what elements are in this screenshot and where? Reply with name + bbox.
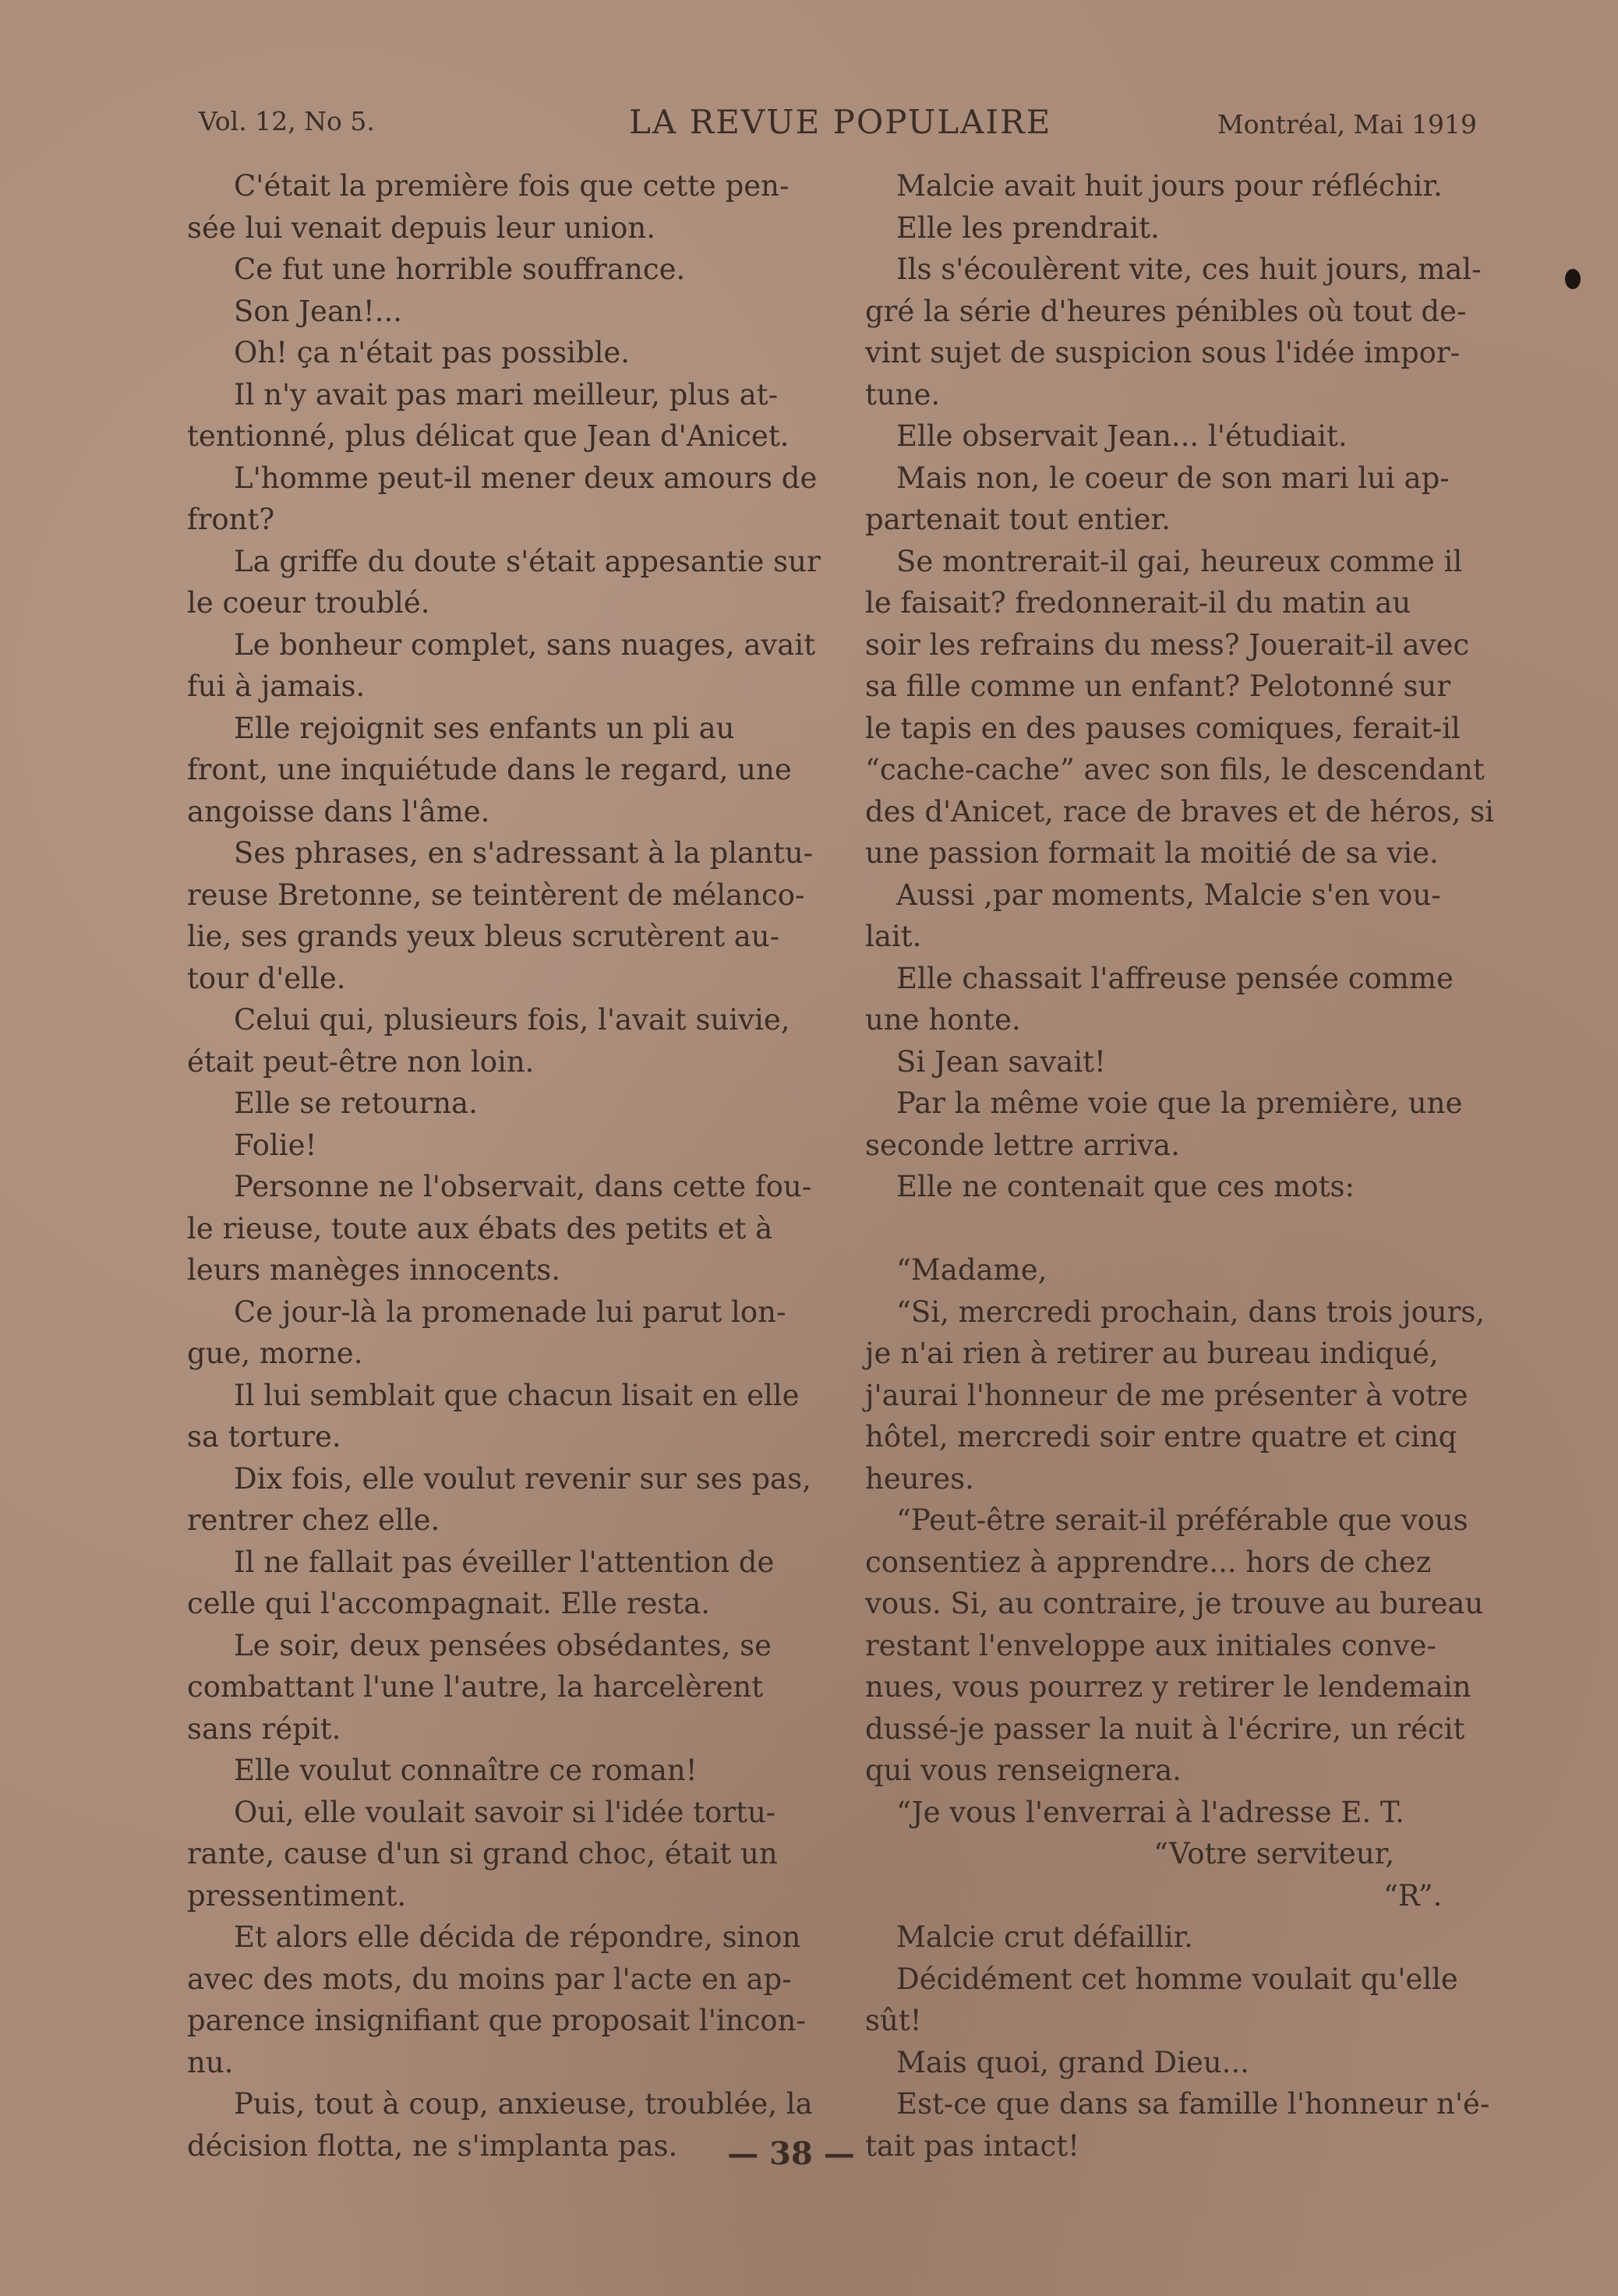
text-line: Elle voulut connaître ce roman! [234,1754,698,1787]
left-text-column [187,165,834,2167]
text-line: dussé-je passer la nuit à l'écrire, un récit [865,1711,1465,1746]
place-date: Montréal, Mai 1919 [1217,109,1477,140]
text-line: j'aurai l'honneur de me présenter à votre [865,1378,1468,1412]
text-line: front? [187,503,275,536]
text-line: Mais non, le coeur de son mari lui ap- [896,461,1450,495]
text-line: Mais quoi, grand Dieu... [896,2045,1249,2079]
text-line: sa fille comme un enfant? Pelotonné sur [865,669,1451,703]
text-line: avec des mots, du moins par l'acte en ap- [187,1962,792,1996]
text-line: nues, vous pourrez y retirer le lendemain [865,1670,1471,1704]
text-line: le coeur troublé. [187,586,430,620]
text-line: pressentiment. [187,1878,407,1913]
text-line: vous. Si, au contraire, je trouve au bureau [865,1587,1484,1620]
text-line: Son Jean!... [234,294,402,328]
text-line: Elle chassait l'affreuse pensée comme [896,961,1454,995]
text-line: soir les refrains du mess? Jouerait-il avec [865,627,1470,662]
text-line: Elle ne contenait que ces mots: [896,1170,1355,1203]
volume-number: Vol. 12, No 5. [199,106,375,136]
text-line: Il ne fallait pas éveiller l'attention de [234,1545,775,1579]
text-line: parence insignifiant que proposait l'incon- [187,2004,806,2037]
text-line: gré la série d'heures pénibles où tout de- [865,294,1467,328]
text-line: seconde lettre arriva. [865,1128,1180,1162]
text-line: C'était la première fois que cette pen- [234,169,790,203]
text-line: Aussi ,par moments, Malcie s'en vou- [896,878,1441,912]
text-line: Il n'y avait pas mari meilleur, plus at- [234,377,779,412]
text-line: Par la même voie que la première, une [896,1086,1463,1120]
text-line: heures. [865,1461,974,1496]
text-line: L'homme peut-il mener deux amours de [234,461,818,495]
text-line [834,1208,1481,1250]
text-line: Ils s'écoulèrent vite, ces huit jours, mal- [896,253,1482,286]
text-line: Ce jour-là la promenade lui parut lon- [234,1295,786,1329]
text-line: fui à jamais. [187,669,366,703]
text-line: La griffe du doute s'était appesantie sur [234,544,821,578]
text-line: Malcie crut défaillir. [896,1920,1193,1954]
text-line: Personne ne l'observait, dans cette fou- [234,1170,812,1203]
page-header [199,103,1477,157]
text-line: Puis, tout à coup, anxieuse, troublée, la [234,2087,813,2121]
text-line: sée lui venait depuis leur union. [187,210,655,245]
text-line: angoisse dans l'âme. [187,794,490,828]
text-line: tune. [865,377,941,412]
journal-title: LA REVUE POPULAIRE [629,103,1052,141]
page-number: — 38 — [727,2135,855,2172]
text-line: Elle rejoignit ses enfants un pli au [234,711,735,745]
text-line: le tapis en des pauses comiques, ferait-il [865,711,1461,745]
text-line: le rieuse, toute aux ébats des petits et à [187,1211,773,1245]
text-line: consentiez à apprendre... hors de chez [865,1545,1432,1579]
text-line: “Si, mercredi prochain, dans trois jours, [896,1295,1486,1329]
text-line: des d'Anicet, race de braves et de héros, si [865,794,1494,828]
text-line: reuse Bretonne, se teintèrent de mélanco- [187,878,805,912]
text-line: Et alors elle décida de répondre, sinon [234,1920,801,1954]
text-line: tait pas intact! [865,2128,1079,2163]
text-line: le faisait? fredonnerait-il du matin au [865,586,1411,620]
text-line: “R”. [1383,1878,1443,1913]
text-line: une passion formait la moitié de sa vie. [865,836,1439,870]
text-line: je n'ai rien à retirer au bureau indiqué, [865,1337,1439,1370]
text-line: était peut-être non loin. [187,1044,535,1079]
text-line: leurs manèges innocents. [187,1253,561,1287]
text-line: Se montrerait-il gai, heureux comme il [896,544,1463,578]
text-line: Ses phrases, en s'adressant à la plantu- [234,836,814,870]
text-line: Folie! [234,1128,317,1162]
text-line: Le bonheur complet, sans nuages, avait [234,627,816,662]
text-line: vint sujet de suspicion sous l'idée impor- [865,336,1461,369]
text-line: une honte. [865,1003,1021,1037]
text-line: restant l'enveloppe aux initiales conve- [865,1628,1437,1662]
text-line: “Madame, [896,1253,1047,1287]
text-line: partenait tout entier. [865,503,1171,536]
text-line: sa torture. [187,1420,341,1454]
text-line: combattant l'une l'autre, la harcelèrent [187,1670,764,1704]
text-line: Oh! ça n'était pas possible. [234,336,631,369]
text-line: Dix fois, elle voulut revenir sur ses pas, [234,1461,811,1496]
ink-stain [1565,269,1581,289]
text-line: hôtel, mercredi soir entre quatre et cinq [865,1420,1457,1454]
text-line: “Je vous l'enverrai à l'adresse E. T. [896,1795,1404,1829]
text-line: Il lui semblait que chacun lisait en elle [234,1378,800,1412]
text-line: “Peut-être serait-il préférable que vous [896,1503,1468,1537]
text-line: gue, morne. [187,1337,363,1370]
text-line: Si Jean savait! [896,1044,1106,1079]
text-line: rante, cause d'un si grand choc, était un [187,1837,778,1870]
text-line: Le soir, deux pensées obsédantes, se [234,1628,772,1662]
text-line: tentionné, plus délicat que Jean d'Anicet. [187,419,790,453]
text-line: “cache-cache” avec son fils, le descendant [865,753,1485,786]
text-line: Celui qui, plusieurs fois, l'avait suivie, [234,1003,790,1037]
text-line: Décidément cet homme voulait qu'elle [896,1962,1458,1996]
text-line: Est-ce que dans sa famille l'honneur n'é- [896,2087,1490,2121]
text-line: Malcie avait huit jours pour réfléchir. [896,169,1443,203]
text-line: front, une inquiétude dans le regard, une [187,753,792,786]
text-line: nu. [187,2045,234,2079]
text-line: rentrer chez elle. [187,1503,440,1537]
text-line: “Votre serviteur, [1153,1837,1395,1870]
text-line: tour d'elle. [187,961,346,995]
text-line: Ce fut une horrible souffrance. [234,253,686,286]
text-line: Elle les prendrait. [896,210,1160,245]
text-line: décision flotta, ne s'implanta pas. [187,2128,678,2163]
text-line: lait. [865,920,922,953]
text-line: Oui, elle voulait savoir si l'idée tortu- [234,1795,776,1829]
right-text-column [834,165,1494,2167]
text-line: Elle se retourna. [234,1086,478,1120]
text-line: sût! [865,2004,922,2037]
text-line: lie, ses grands yeux bleus scrutèrent au- [187,920,780,953]
text-line: qui vous renseignera. [865,1754,1182,1787]
text-line: Elle observait Jean... l'étudiait. [896,419,1348,453]
text-line: celle qui l'accompagnait. Elle resta. [187,1587,711,1620]
text-line: sans répit. [187,1711,341,1746]
